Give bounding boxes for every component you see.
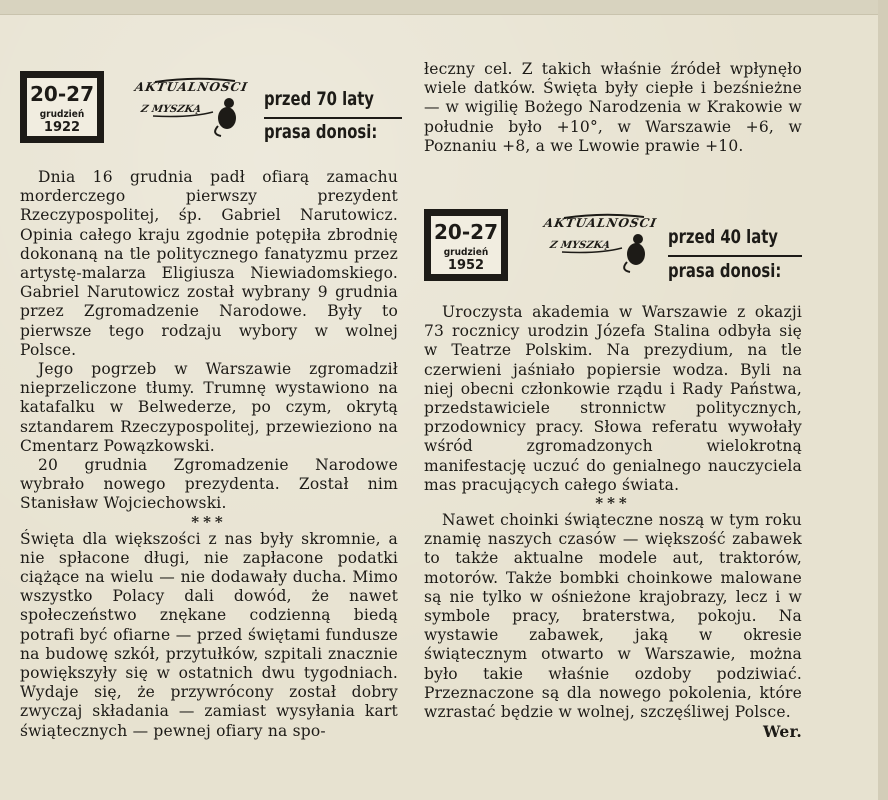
section-separator: *** <box>191 512 227 531</box>
aktualnosci-logo <box>133 72 249 142</box>
left-article <box>20 168 398 741</box>
headline-press-reports: prasa donosi: <box>264 121 378 143</box>
author-signature: Wer. <box>763 722 802 742</box>
date-range: 20-27 <box>434 220 498 244</box>
logo-title: AKTUALNOŚCI <box>542 216 658 230</box>
date-month: grudzień <box>443 247 489 258</box>
right-article <box>424 303 802 741</box>
headline-rule <box>668 255 802 257</box>
date-box-1952 <box>424 209 508 281</box>
headline-press-reports: prasa donosi: <box>668 260 782 282</box>
right-edge <box>878 0 888 800</box>
article-paragraph: Dnia 16 grudnia padł ofiarą zamachu morderczego pierwszy prezydent Rzeczypospolitej, śp. Gabriel Narutowicz. Opinia całego kraju zgodnie potępiła zbrodnię dokonaną na tle politycznego fanatyzmu przez artystę-malarza Eligiusza Niewiadomskiego. Gabriel Narutowicz został wybrany 9 grudnia przez Zgromadzenie Narodowe. Były to pierwsze tego rodzaju wybory w wolnej Polsce. <box>20 168 398 359</box>
date-month: grudzień <box>39 109 85 120</box>
article-paragraph: Uroczysta akademia w Warszawie z okazji 73 rocznicy urodzin Józefa Stalina odbyła się w Teatrze Polskim. Na prezydium, na tle czerwieni jaśniało popiersie wodza. Byli na niej obecni członkowie rządu i Rady Państwa, przedstawiciele stronnictw politycznych, przodownicy pracy. Słowa referatu wywołały wśród zgromadzonych wielokrotną manifestację uczuć do genialnego nauczyciela mas pracujących całego świata. <box>424 303 802 494</box>
headline-rule <box>264 117 402 119</box>
date-year: 1952 <box>447 258 485 273</box>
article-paragraph: 20 grudnia Zgromadzenie Narodowe wybrało nowego prezydenta. Został nim Stanisław Wojciechowski. <box>20 456 398 513</box>
date-year: 1922 <box>43 120 81 135</box>
article-paragraph: łeczny cel. Z takich właśnie źródeł wpłynęło wiele datków. Święta były ciepłe i bezśnieżne — w wigilię Bożego Narodzenia w Krakowie w południe było +10°, w Warszawie +6, w Poznaniu +8, a we Lwowie prawie +10. <box>424 60 802 155</box>
logo-subtitle: Z MYSZKĄ <box>549 240 611 251</box>
headline-years-ago: przed 40 laty <box>668 226 778 248</box>
logo-subtitle: Z MYSZKĄ <box>140 104 202 115</box>
article-paragraph <box>424 511 802 742</box>
right-continuation <box>424 60 802 156</box>
section-separator: *** <box>595 494 631 513</box>
aktualnosci-logo <box>542 208 658 278</box>
headline-years-ago: przed 70 laty <box>264 88 374 110</box>
paragraph-text: Nawet choinki świąteczne noszą w tym roku znamię naszych czasów — większość zabawek to także aktualne modele aut, traktorów, motorów. Także bombki choinkowe malowane są nie tylko w ośnieżone krajobrazy, lecz i w symbole pracy, braterstwa, pokoju. Na wystawie zabawek, jaką w okresie świątecznym otwarto w Warszawie, można było takie właśnie ozdoby podziwiać. Przeznaczone są dla nowego pokolenia, które wzrastać będzie w wolnej, szczęśliwej Polsce. <box>424 511 802 722</box>
date-box-1922 <box>20 71 104 143</box>
article-paragraph: Święta dla większości z nas były skromnie, a nie spłacone długi, nie zapłacone podatki ciążące na wielu — nie dodawały ducha. Mimo wszystko Polacy dali dowód, że nawet społeczeństwo znękane codzienną biedą potrafi być ofiarne — przed świętami fundusze na budowę szkół, przytułków, szpitali znacznie powiększyły się w ostatnich dwu tygodniach. Wydaje się, że przywrócony został dobry zwyczaj składania — zamiast wysyłania kart świątecznych — pewnej ofiary na spo- <box>20 529 398 740</box>
article-paragraph: Jego pogrzeb w Warszawie zgromadził nieprzeliczone tłumy. Trumnę wystawiono na katafalku w Belwederze, po czym, okrytą sztandarem Rzeczypospolitej, przewieziono na Cmentarz Powązkowski. <box>20 360 398 455</box>
logo-title: AKTUALNOŚCI <box>133 80 249 94</box>
top-edge <box>0 0 888 15</box>
date-range: 20-27 <box>30 82 94 106</box>
